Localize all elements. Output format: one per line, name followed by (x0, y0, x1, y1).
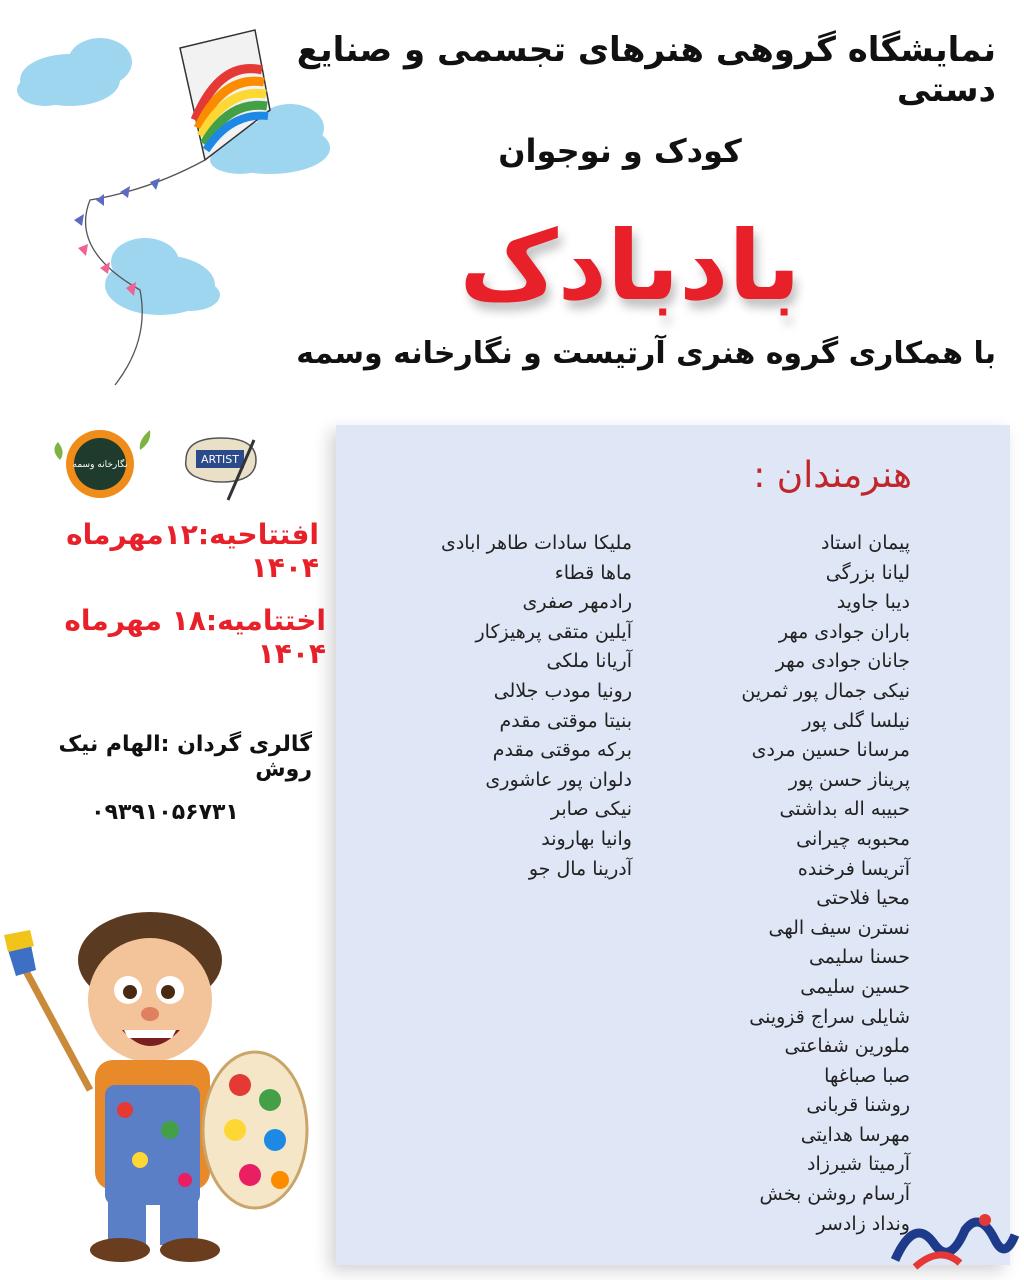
artist-name: ملورین شفاعتی (784, 1035, 910, 1058)
artist-name: آرمیتا شیرزاد (807, 1153, 910, 1176)
artist-group-logo (176, 430, 266, 505)
artist-name: پریناز حسن پور (788, 768, 910, 791)
artist-name: جانان جوادی مهر (775, 650, 910, 673)
exhibition-title-line1: نمایشگاه گروهی هنرهای تجسمی و صنایع دستی (296, 30, 996, 110)
artist-name: بنیتا موقتی مقدم (499, 709, 632, 732)
exhibition-main-title: بادبادک (459, 210, 801, 322)
artist-name: رادمهر صفری (522, 591, 632, 614)
artist-name: مرسانا حسین مردی (751, 739, 910, 762)
artist-name: دیبا جاوید (836, 591, 910, 614)
artist-name: حسین سلیمی (800, 975, 910, 998)
vasmeh-logo-text: نگارخانه وسمه (72, 460, 128, 470)
gallery-manager: گالری گردان :الهام نیک روش (58, 732, 312, 782)
artist-name: ملیکا سادات طاهر ابادی (440, 532, 632, 554)
artist-name: آتریسا فرخنده (797, 857, 910, 880)
phone-number: ۰۹۳۹۱۰۵۶۷۳۱ (91, 800, 239, 825)
artist-name: لیانا بزرگی (825, 561, 910, 584)
artist-name: محیا فلاحتی (816, 887, 910, 910)
artist-name: صبا صباغها (824, 1064, 910, 1087)
artists-panel (336, 425, 1010, 1265)
vasmeh-gallery-logo (40, 420, 160, 500)
child-painter-illustration (0, 890, 320, 1270)
artist-name: نیکی صابر (550, 798, 632, 821)
artist-name: ونداد زادسر (816, 1212, 910, 1235)
artist-name: حسنا سلیمی (808, 946, 910, 969)
artist-name: روشنا قربانی (806, 1094, 910, 1117)
artist-name: نیکی جمال پور ثمرین (741, 679, 910, 702)
artist-name: آرسام روشن بخش (759, 1183, 910, 1206)
artist-name: برکه موقتی مقدم (492, 739, 632, 762)
artist-name: آیلین متقی پرهیزکار (475, 620, 632, 643)
artist-name: وانیا بهاروند (541, 827, 632, 850)
artist-name: نسترن سیف الهی (768, 916, 910, 939)
cloud-icon (105, 238, 220, 315)
site-logo-watermark (885, 1205, 1020, 1275)
artist-logo-text: ARTIST (200, 453, 240, 466)
artist-name: حبیبه اله بداشتی (779, 798, 910, 821)
artist-name: نیلسا گلی پور (802, 709, 910, 732)
artist-name: دلوان پور عاشوری (485, 768, 632, 791)
artist-name: آریانا ملکی (546, 650, 632, 673)
exhibition-title-line2: کودک و نوجوان (498, 132, 742, 170)
artist-name: محبوبه چیرانی (796, 827, 910, 850)
cloud-icon (17, 38, 132, 106)
artists-heading: هنرمندان : (753, 455, 912, 496)
artists-list-right (741, 529, 910, 1239)
closing-date: اختتامیه:۱۸ مهرماه ۱۴۰۴ (64, 604, 326, 670)
artist-name: مهرسا هدایتی (800, 1123, 910, 1146)
collaboration-line: با همکاری گروه هنری آرتیست و نگارخانه وسمه (296, 336, 996, 371)
artist-name: آدرینا مال جو (528, 857, 632, 880)
opening-date: افتتاحیه:۱۲مهرماه ۱۴۰۴ (66, 518, 319, 584)
artist-name: رونیا مودب جلالی (493, 679, 632, 702)
artist-name: باران جوادی مهر (778, 620, 910, 643)
artist-name: شایلی سراج قزوینی (749, 1005, 910, 1028)
artists-list-left (441, 529, 632, 884)
artist-name: پیمان استاد (821, 532, 910, 554)
artist-name: ماها قطاء (554, 561, 632, 584)
